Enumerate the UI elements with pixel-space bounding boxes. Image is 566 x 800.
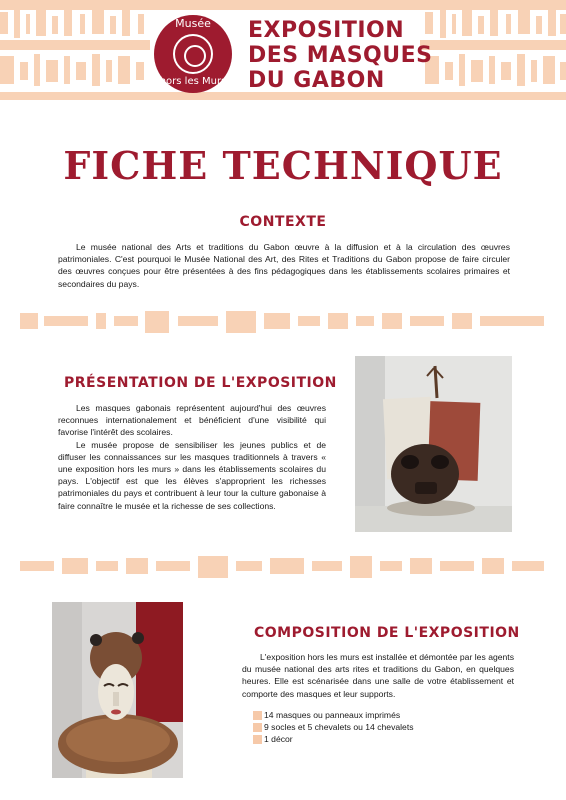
title-line-2: DES MASQUES [248, 43, 433, 68]
square-bullet-icon [253, 723, 262, 732]
logo-text-bottom: hors les Murs [159, 76, 227, 87]
mask-photo-2 [52, 602, 183, 778]
list-item [253, 709, 414, 721]
composition-text [242, 651, 514, 700]
museum-logo [154, 15, 232, 93]
decorative-divider [0, 552, 566, 582]
contexte-text [58, 241, 510, 290]
presentation-paragraph-2: Le musée propose de sensibiliser les jeunes publics et de diffuser les connaissances sur les masques traditionnels à travers « une exposition hors les murs » dans les établissements scolaires du pays. L'objectif est que les élèves s'approprient les richesses patrimoniales du pays et contribuent à leur tour la culture gabonaise à faire connaître le musée et la richesse de ses collections. [58, 439, 326, 511]
composition-heading: COMPOSITION DE L'EXPOSITION [254, 625, 520, 641]
presentation-text [58, 402, 326, 512]
mask-photo-1 [355, 356, 512, 532]
white-mask-raffia-image [52, 602, 183, 778]
list-item-label: 9 socles et 5 chevalets ou 14 chevalets [264, 722, 414, 732]
title-line-1: EXPOSITION [248, 18, 405, 43]
logo-text-top: Musée [175, 17, 211, 30]
square-bullet-icon [253, 735, 262, 744]
decorative-divider [0, 307, 566, 337]
contexte-paragraph: Le musée national des Arts et traditions du Gabon œuvre à la diffusion et à la circulation des œuvres patrimoniales. C'est pourquoi le Musée National des Art, des Rites et Traditions du Gabon propose de faire circuler des œuvres conçues pour être présentées à des fins pédagogiques dans les établissements scolaires primaires et secondaires du pays. [58, 242, 510, 289]
title-line-3: DU GABON [248, 68, 385, 93]
logo-emblem-icon [173, 34, 213, 74]
list-item-label: 1 décor [264, 734, 293, 744]
list-item-label: 14 masques ou panneaux imprimés [264, 710, 401, 720]
page-header [0, 0, 566, 108]
composition-list [253, 709, 414, 745]
red-white-mask-image [355, 356, 512, 532]
presentation-paragraph-1: Les masques gabonais représentent aujourd'hui des œuvres reconnues internationalement et bénéficient d'une visibilité qui favorise l'intérêt des scolaires. [58, 403, 326, 438]
exhibition-title [248, 18, 433, 93]
contexte-heading: CONTEXTE [239, 214, 327, 230]
square-bullet-icon [253, 711, 262, 720]
presentation-heading: PRÉSENTATION DE L'EXPOSITION [64, 375, 337, 391]
page-title: FICHE TECHNIQUE [63, 143, 503, 188]
list-item [253, 721, 414, 733]
composition-paragraph: L'exposition hors les murs est installée et démontée par les agents du musée national des arts rites et traditions du Gabon, en quelques heures. Elle est scénarisée dans une salle de votre établissement et comporte des masques et leur supports. [242, 652, 514, 699]
list-item [253, 733, 414, 745]
